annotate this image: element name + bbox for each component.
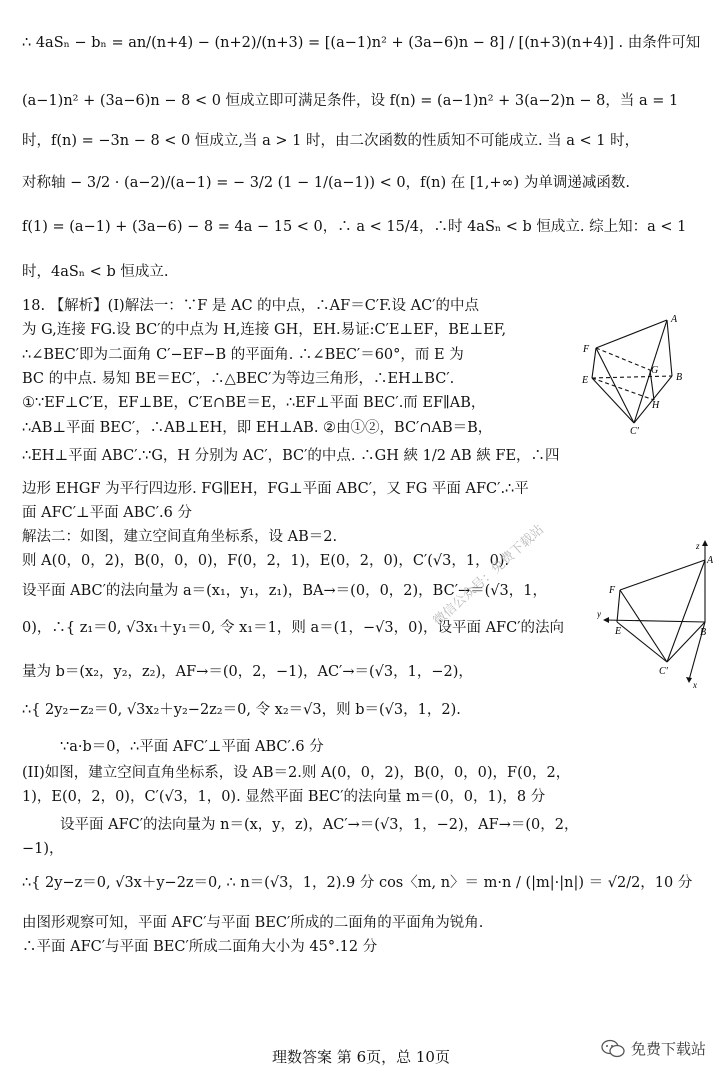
figure1-label-e: E: [582, 375, 589, 386]
figure2-label-b: B: [700, 627, 707, 638]
figure2-label-e: E: [615, 626, 622, 637]
part-2-line-5: ∴{ 2y−z＝0, √3x＋y−2z＝0, ∴ n＝(√3，1，2).9 分 cos〈m, n〉＝ m·n / (|m|·|n|) ＝ √2/2，10 分: [22, 875, 693, 891]
figure2-axis-x: x: [693, 680, 697, 690]
solution-18-line-7: ∴EH⊥平面 ABC′.∵G，H 分别为 AC′，BC′的中点. ∴GH 綊 1/2 AB 綊 FE，∴四: [22, 448, 560, 464]
figure2-label-f: F: [609, 585, 616, 596]
figure1-label-f: F: [583, 344, 590, 355]
watermark: 微信公众号：免费下载站: [430, 522, 547, 630]
figure1-label-b: B: [676, 372, 683, 383]
text-line-5: f(1) = (a−1) + (3a−6) − 8 = 4a − 15 < 0，∴ a < 15/4，∴时 4aSₙ < b 恒成立. 综上知：a < 1: [22, 219, 687, 235]
method-2-line-4: 0)，∴{ z₁＝0, √3x₁＋y₁＝0, 令 x₁＝1，则 a＝(1，−√3，0)，设平面 AFC′的法向: [22, 620, 564, 636]
part-2-line-6: 由图形观察可知，平面 AFC′与平面 BEC′所成的二面角的平面角为锐角.: [22, 915, 484, 931]
method-2-line-2: 则 A(0，0，2)，B(0，0，0)，F(0，2，1)，E(0，2，0)，C′(√3，1，0).: [22, 553, 510, 569]
part-2-line-3: 设平面 AFC′的法向量为 n＝(x，y，z)，AC′→＝(√3，1，−2)，AF→＝(0，2，: [60, 817, 579, 833]
method-2-line-5: 量为 b＝(x₂，y₂，z₂)，AF→＝(0，2，−1)，AC′→＝(√3，1，−2)，: [22, 664, 473, 680]
geometry-figure-1: [582, 310, 712, 435]
method-2-line-3: 设平面 ABC′的法向量为 a＝(x₁，y₁，z₁)，BA→＝(0，0，2)，BC′→＝(√3，1，: [22, 583, 547, 599]
solution-18-line-3: ∴∠BEC′即为二面角 C′−EF−B 的平面角. ∴∠BEC′＝60°，而 E 为: [22, 347, 464, 363]
figure2-axis-y: y: [597, 609, 601, 619]
figure1-label-g: G: [651, 365, 659, 376]
solution-18-line-2: 为 G,连接 FG.设 BC′的中点为 H,连接 GH，EH.易证:C′E⊥EF，BE⊥EF,: [22, 322, 507, 338]
solution-18-line-8: 边形 EHGF 为平行四边形. FG∥EH，FG⊥平面 ABC′，又 FG 平面 AFC′.∴平: [22, 481, 529, 497]
part-2-line-1: (II)如图，建立空间直角坐标系，设 AB＝2.则 A(0，0，2)，B(0，0，0)，F(0，2，: [22, 765, 571, 781]
method-2-line-7: ∵a·b＝0，∴平面 AFC′⊥平面 ABC′.6 分: [60, 739, 324, 755]
part-2-line-4: −1)，: [22, 841, 64, 857]
part-2-line-7: ∴平面 AFC′与平面 BEC′所成二面角大小为 45°.12 分: [22, 939, 378, 955]
text-line-6: 时，4aSₙ < b 恒成立.: [22, 264, 169, 280]
method-2-line-1: 解法二：如图，建立空间直角坐标系，设 AB＝2.: [22, 529, 338, 545]
figure2-label-c-prime: C′: [659, 666, 668, 677]
solution-18-line-9: 面 AFC′⊥平面 ABC′.6 分: [22, 505, 192, 521]
method-2-line-6: ∴{ 2y₂−z₂＝0, √3x₂＋y₂−2z₂＝0, 令 x₂＝√3，则 b＝(√3，1，2).: [22, 702, 461, 718]
solution-18-line-6: ∴AB⊥平面 BEC′，∴AB⊥EH，即 EH⊥AB. ②由①②，BC′∩AB＝B，: [22, 420, 493, 436]
logo-text: 免费下载站: [630, 1040, 706, 1058]
solution-18-line-4: BC 的中点. 易知 BE＝EC′，∴△BEC′为等边三角形，∴EH⊥BC′.: [22, 371, 455, 387]
figure1-label-h: H: [652, 400, 660, 411]
page-footer: 理数答案 第 6页，总 10页: [272, 1048, 450, 1066]
figure2-axis-z: z: [696, 541, 700, 551]
text-line-4: 对称轴 − 3/2 · (a−2)/(a−1) = − 3/2 (1 − 1/(a−1)) < 0，f(n) 在 [1,+∞) 为单调递减函数.: [22, 175, 630, 191]
text-line-1: ∴ 4aSₙ − bₙ = an/(n+4) − (n+2)/(n+3) = [(a−1)n² + (3a−6)n − 8] / [(n+3)(n+4)] . 由条件可知: [22, 35, 701, 51]
figure1-label-a: A: [671, 314, 678, 325]
solution-18-line-1: 18. 【解析】(I)解法一：∵F 是 AC 的中点，∴AF＝C′F.设 AC′的中点: [22, 298, 479, 314]
text-line-3: 时，f(n) = −3n − 8 < 0 恒成立,当 a > 1 时，由二次函数的性质知不可能成立. 当 a < 1 时，: [22, 133, 640, 149]
figure2-label-a: A: [707, 555, 714, 566]
text-line-2: (a−1)n² + (3a−6)n − 8 < 0 恒成立即可满足条件，设 f(n) = (a−1)n² + 3(a−2)n − 8，当 a = 1: [22, 93, 679, 109]
figure1-label-c-prime: C′: [630, 426, 639, 435]
part-2-line-2: 1)，E(0，2，0)，C′(√3，1，0). 显然平面 BEC′的法向量 m＝(0，0，1)，8 分: [22, 789, 546, 805]
wechat-icon: [601, 1039, 625, 1059]
geometry-figure-2: [597, 540, 715, 690]
solution-18-line-5: ①∵EF⊥C′E，EF⊥BE，C′E∩BE＝E，∴EF⊥平面 BEC′.而 EF∥AB，: [22, 395, 486, 411]
site-logo: [601, 1038, 706, 1059]
